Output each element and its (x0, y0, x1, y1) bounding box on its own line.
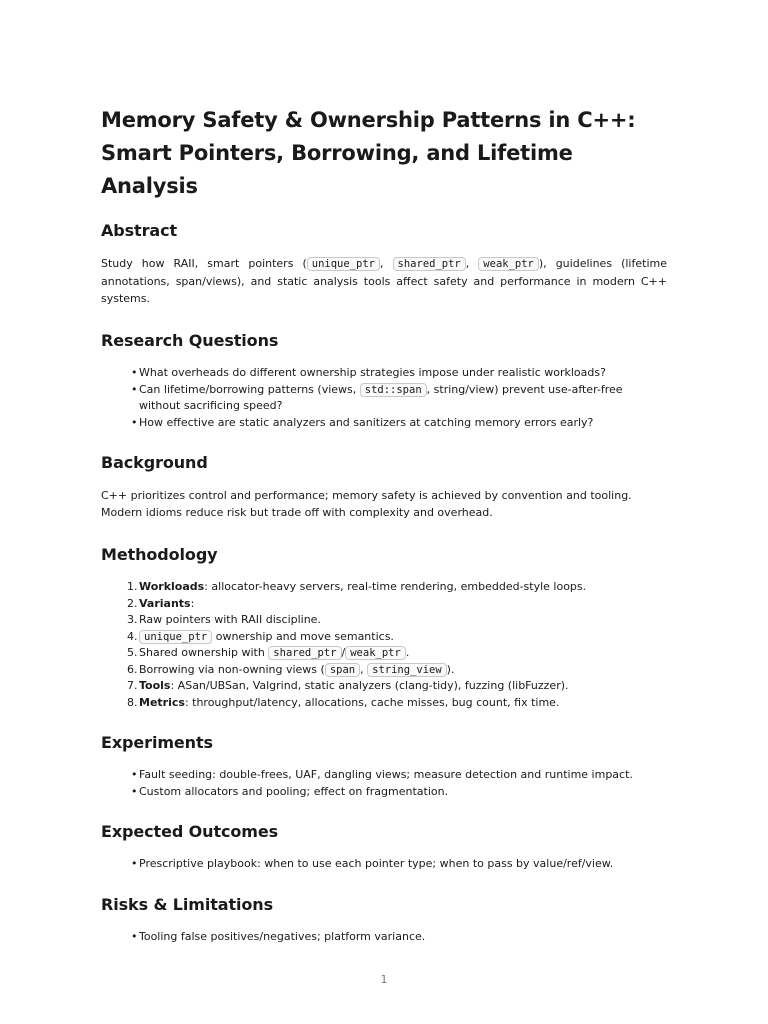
abstract-text-part: ), guidelines (lifetime annotations, span/views), and static analysis tools affect safety and performance in modern C++ systems. (101, 257, 667, 305)
list-item-text: Shared ownership with (139, 646, 269, 659)
list-number: 7. (127, 679, 138, 692)
background-heading: Background (101, 453, 208, 472)
code-unique-ptr: unique_ptr (307, 257, 380, 271)
list-item-bold: Workloads (139, 580, 205, 593)
list-item-text: , string/view) prevent use-after-free without sacrificing speed? (139, 382, 623, 412)
list-item: • Prescriptive playbook: when to use each pointer type; when to pass by value/ref/view. (101, 856, 667, 873)
abstract-text-part: , (379, 257, 393, 270)
code-shared-ptr: shared_ptr (393, 257, 466, 271)
list-item (101, 678, 667, 695)
code-string-view: string_view (367, 663, 447, 677)
code-std-span: std::span (360, 383, 427, 397)
list-item-text: . (405, 646, 410, 659)
list-item: • What overheads do different ownership strategies impose under realistic workloads? (101, 365, 667, 382)
list-item-text: / (341, 646, 346, 659)
list-item: • Custom allocators and pooling; effect on fragmentation. (101, 784, 667, 801)
list-number: 6. (127, 662, 138, 676)
list-number: 8. (127, 695, 138, 709)
methodology-section (101, 545, 667, 711)
list-item: • Fault seeding: double-frees, UAF, dangling views; measure detection and runtime impact. (101, 767, 667, 784)
expected-outcomes-heading: Expected Outcomes (101, 822, 279, 841)
list-item (101, 382, 667, 415)
list-item (101, 596, 667, 613)
list-item-bold: Variants (139, 596, 191, 610)
abstract-section (101, 221, 667, 307)
document-title: Memory Safety & Ownership Patterns in C++: Smart Pointers, Borrowing, and Lifetime Analysis (101, 108, 636, 198)
list-number: 5. (127, 646, 138, 659)
list-item (101, 662, 667, 679)
list-item-text: : ASan/UBSan, Valgrind, static analyzers (clang-tidy), fuzzing (libFuzzer). (170, 679, 569, 692)
code-weak-ptr: weak_ptr (478, 257, 539, 271)
list-item (101, 695, 667, 712)
risks-list (101, 929, 667, 946)
abstract-heading: Abstract (101, 221, 178, 240)
list-item-text: : throughput/latency, allocations, cache misses, bug count, fix time. (184, 695, 560, 709)
list-item (101, 645, 667, 662)
risks-section (101, 895, 667, 946)
abstract-text-part: , (465, 257, 479, 270)
list-item (101, 612, 667, 629)
page-number: 1 (380, 973, 388, 986)
research-questions-heading: Research Questions (101, 331, 279, 350)
background-section (101, 453, 667, 521)
list-number: 1. (127, 580, 138, 593)
list-number: 2. (127, 596, 138, 610)
background-text: C++ prioritizes control and performance; memory safety is achieved by convention and tooling. Modern idioms reduce risk but trade off with complexity and overhead. (101, 489, 632, 519)
list-number: 3. (127, 613, 138, 626)
list-item-text: : allocator-heavy servers, real-time rendering, embedded-style loops. (204, 580, 587, 593)
expected-outcomes-section (101, 822, 667, 873)
research-questions-section (101, 331, 667, 431)
code-shared-ptr: shared_ptr (268, 646, 341, 660)
code-unique-ptr: unique_ptr (139, 630, 212, 644)
list-item-text: : (190, 596, 195, 610)
list-item: • Tooling false positives/negatives; platform variance. (101, 929, 667, 946)
list-item (101, 579, 667, 596)
research-questions-list (101, 365, 667, 431)
methodology-list (101, 579, 667, 711)
list-item (101, 629, 667, 646)
list-item-text: ownership and move semantics. (212, 629, 394, 643)
list-item-text: Can lifetime/borrowing patterns (views, (139, 382, 360, 396)
list-number: 4. (127, 629, 138, 643)
list-item: • How effective are static analyzers and sanitizers at catching memory errors early? (101, 415, 667, 432)
experiments-heading: Experiments (101, 733, 213, 752)
list-item-bold: Metrics (139, 695, 185, 709)
methodology-heading: Methodology (101, 545, 218, 564)
expected-outcomes-list (101, 856, 667, 873)
document-page (101, 104, 667, 967)
list-item-text: Raw pointers with RAII discipline. (139, 613, 321, 626)
list-item-text: ). (446, 662, 455, 676)
code-span: span (325, 663, 360, 677)
list-item-text: Borrowing via non-owning views ( (139, 662, 325, 676)
risks-heading: Risks & Limitations (101, 894, 274, 914)
abstract-text-part: Study how RAII, smart pointers ( (101, 257, 307, 270)
list-item-bold: Tools (139, 679, 171, 692)
code-weak-ptr: weak_ptr (345, 646, 406, 660)
experiments-list (101, 767, 667, 800)
list-item-text: , (360, 662, 368, 676)
abstract-text (101, 255, 667, 307)
experiments-section (101, 733, 667, 800)
